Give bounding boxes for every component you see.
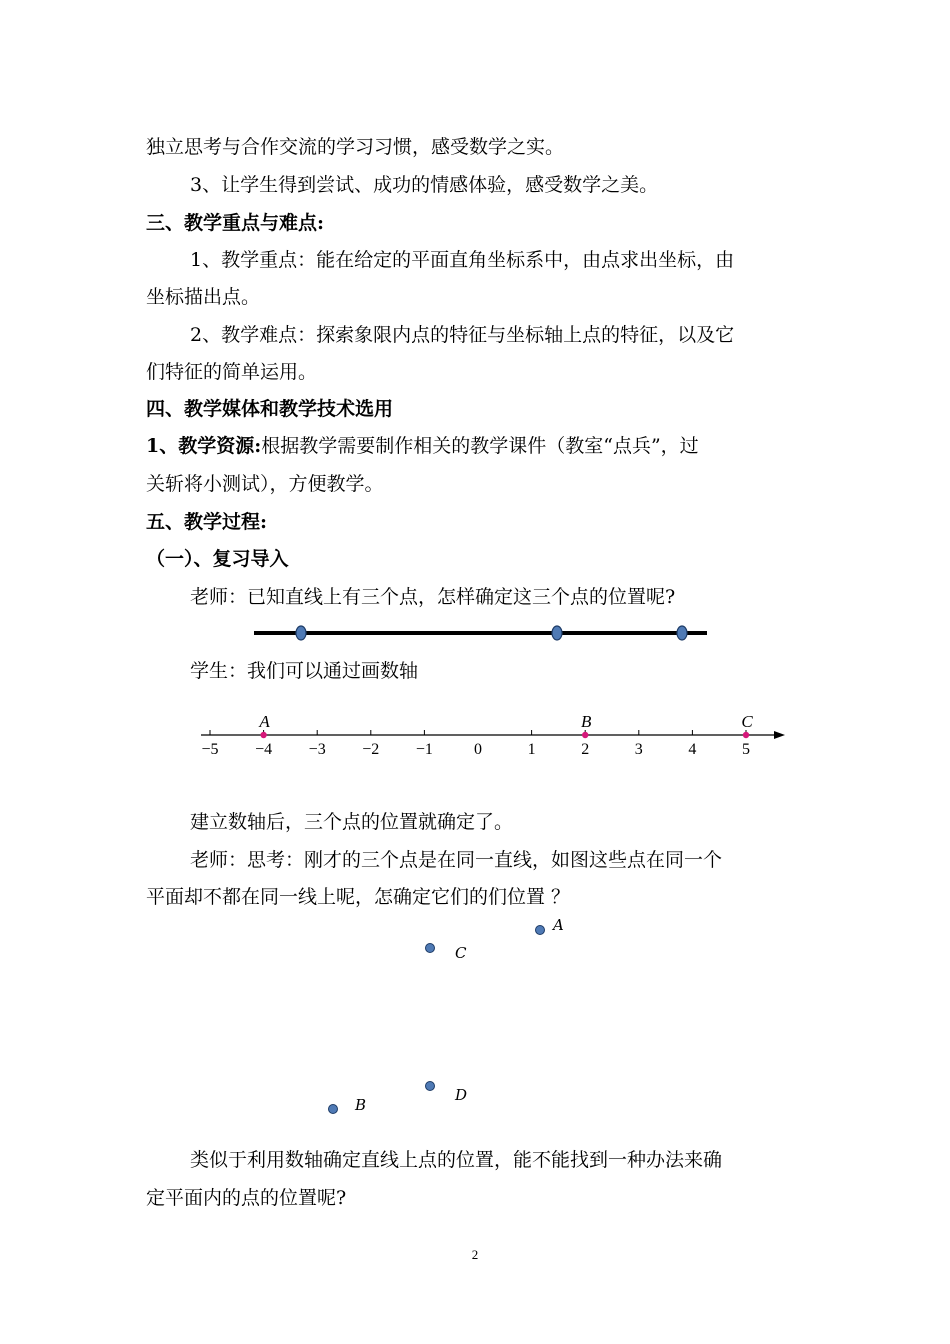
axis-tick-label: −5 xyxy=(201,741,219,758)
axis-tick-label: −1 xyxy=(415,741,433,758)
axis-tick-label: 3 xyxy=(634,741,643,758)
paragraph-line: 3、让学生得到尝试、成功的情感体验，感受数学之美。 xyxy=(190,174,659,196)
paragraph-line: 2、教学难点：探索象限内点的特征与坐标轴上点的特征，以及它 xyxy=(190,324,735,346)
axis-tick-label: 5 xyxy=(742,741,750,758)
axis-point-label: B xyxy=(581,712,592,731)
plane-point-d xyxy=(426,1082,435,1091)
section-heading-3: 三、教学重点与难点: xyxy=(146,212,325,234)
axis-point-label: C xyxy=(741,712,753,731)
plane-label-c: C xyxy=(455,944,467,962)
plane-point-c xyxy=(426,944,435,953)
plane-point-a xyxy=(536,926,545,935)
paragraph-line: 定平面内的点的位置呢? xyxy=(146,1187,347,1209)
plane-point-b xyxy=(329,1105,338,1114)
axis-tick-label: 1 xyxy=(527,741,536,758)
resource-text: 根据教学需要制作相关的教学课件（教室“点兵”，过 xyxy=(261,435,699,457)
teacher-question: 老师：思考：刚才的三个点是在同一直线，如图这些点在同一个 xyxy=(190,849,723,871)
section-heading-5: 五、教学过程: xyxy=(146,511,268,533)
axis-tick-label: 4 xyxy=(688,741,697,758)
paragraph-line: 类似于利用数轴确定直线上点的位置，能不能找到一种办法来确 xyxy=(190,1149,723,1171)
axis-point-label: A xyxy=(259,712,270,731)
resource-label: 1、教学资源: xyxy=(146,435,262,457)
paragraph-line: 关斩将小测试），方便教学。 xyxy=(146,473,384,495)
paragraph-line: 建立数轴后，三个点的位置就确定了。 xyxy=(190,811,514,833)
subsection-heading: （一）、复习导入 xyxy=(146,548,289,570)
axis-tick-label: −2 xyxy=(362,741,380,758)
axis-tick-label: 2 xyxy=(581,741,590,758)
plane-label-d: D xyxy=(455,1086,468,1104)
axis-tick-label: −3 xyxy=(308,741,326,758)
paragraph-line: 独立思考与合作交流的学习习惯，感受数学之实。 xyxy=(146,136,565,158)
plane-label-b: B xyxy=(355,1096,367,1114)
paragraph-line: 坐标描出点。 xyxy=(146,286,261,308)
paragraph-line: 平面却不都在同一线上呢，怎确定它们的们位置 ？ xyxy=(146,886,571,908)
section-heading-4: 四、教学媒体和教学技术选用 xyxy=(146,398,394,420)
plane-label-a: A xyxy=(553,916,564,934)
axis-tick-label: −4 xyxy=(255,741,273,758)
page-number: 2 xyxy=(471,1247,479,1262)
student-answer: 学生：我们可以通过画数轴 xyxy=(190,660,419,682)
paragraph-line: 们特征的简单运用。 xyxy=(146,361,318,383)
axis-tick-label: 0 xyxy=(474,741,482,758)
paragraph-line: 1、教学重点：能在给定的平面直角坐标系中，由点求出坐标，由 xyxy=(190,249,735,271)
teacher-question: 老师：已知直线上有三个点，怎样确定这三个点的位置呢? xyxy=(190,586,676,608)
